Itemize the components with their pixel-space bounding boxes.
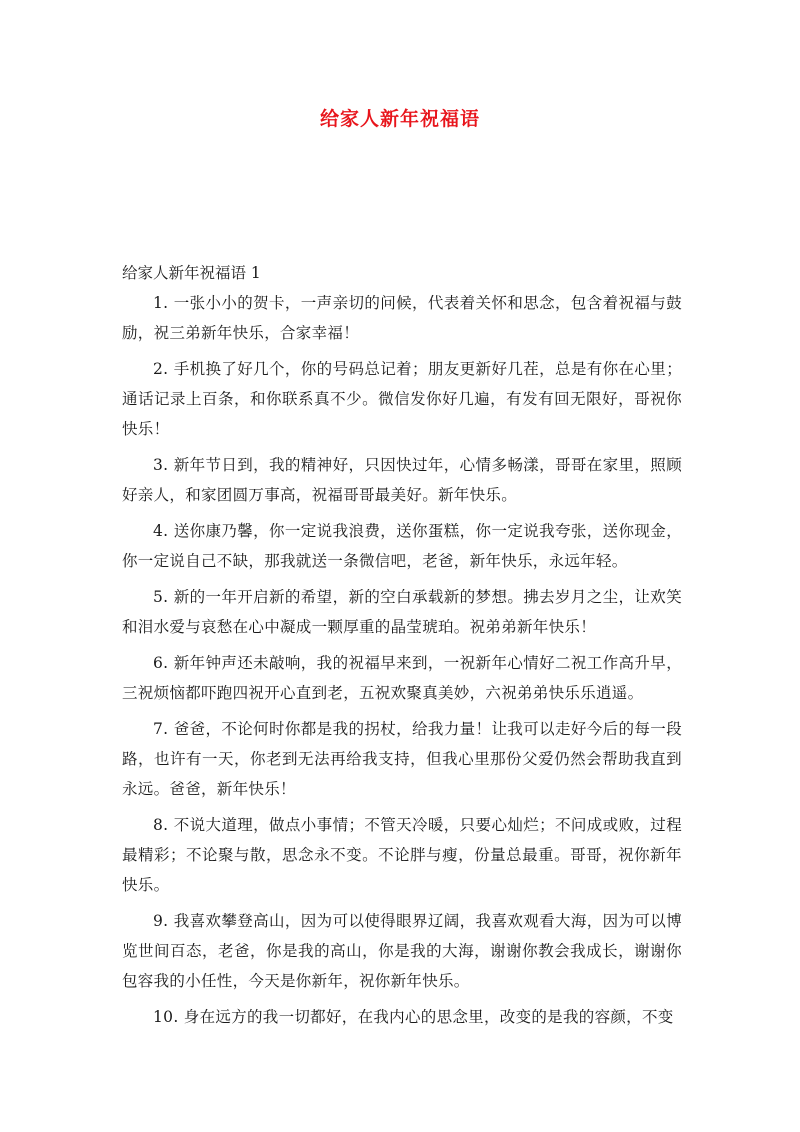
paragraph-2: 2. 手机换了好几个，你的号码总记着；朋友更新好几茬，总是有你在心里；通话记录上百条，和你联系真不少。微信发你好几遍，有发有回无限好，哥祝你快乐！ — [122, 360, 682, 438]
paragraph-1: 1. 一张小小的贺卡，一声亲切的问候，代表着关怀和思念，包含着祝福与鼓励，祝三弟新年快乐，合家幸福！ — [122, 294, 682, 342]
section-heading: 给家人新年祝福语 1 — [122, 264, 261, 282]
document-title: 给家人新年祝福语 — [319, 108, 480, 130]
paragraph-9: 9. 我喜欢攀登高山，因为可以使得眼界辽阔，我喜欢观看大海，因为可以博览世间百态，老爸，你是我的高山，你是我的大海，谢谢你教会我成长，谢谢你包容我的小任性，今天是你新年，祝你新年快乐。 — [122, 912, 682, 990]
paragraph-10: 10. 身在远方的我一切都好，在我内心的思念里，改变的是我的容颜，不变 — [153, 1008, 674, 1026]
paragraph-8: 8. 不说大道理，做点小事情；不管天冷暖，只要心灿烂；不问成或败，过程最精彩；不论聚与散，思念永不变。不论胖与瘦，份量总最重。哥哥，祝你新年快乐。 — [122, 816, 682, 894]
document-body — [122, 258, 682, 1038]
paragraph-6: 6. 新年钟声还未敲响，我的祝福早来到，一祝新年心情好二祝工作高升早，三祝烦恼都吓跑四祝开心直到老，五祝欢聚真美妙，六祝弟弟快乐乐逍遥。 — [122, 654, 682, 702]
paragraph-5: 5. 新的一年开启新的希望，新的空白承载新的梦想。拂去岁月之尘，让欢笑和泪水爱与哀愁在心中凝成一颗厚重的晶莹琥珀。祝弟弟新年快乐！ — [122, 588, 682, 636]
paragraph-7: 7. 爸爸，不论何时你都是我的拐杖，给我力量！让我可以走好今后的每一段路，也许有一天，你老到无法再给我支持，但我心里那份父爱仍然会帮助我直到永远。爸爸，新年快乐！ — [122, 720, 682, 798]
paragraph-3: 3. 新年节日到，我的精神好，只因快过年，心情多畅漾，哥哥在家里，照顾好亲人，和家团圆万事高，祝福哥哥最美好。新年快乐。 — [122, 456, 682, 504]
paragraph-4: 4. 送你康乃馨，你一定说我浪费，送你蛋糕，你一定说我夸张，送你现金，你一定说自己不缺，那我就送一条微信吧，老爸，新年快乐，永远年轻。 — [122, 522, 682, 570]
